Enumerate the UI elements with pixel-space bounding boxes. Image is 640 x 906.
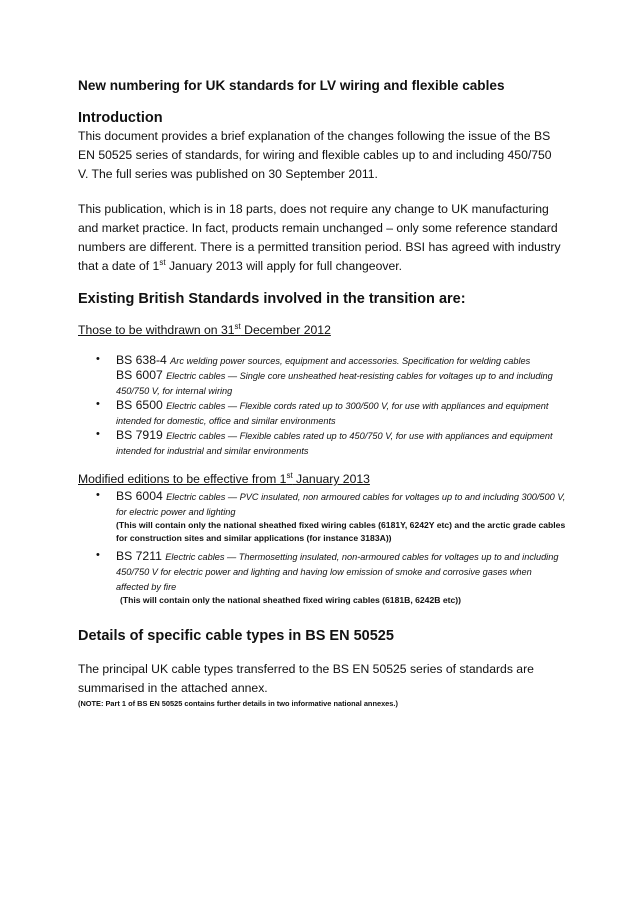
bullet-icon: •	[96, 398, 100, 410]
standard-description: Electric cables — Thermosetting insulated, non-armoured cables for voltages up to and including 450/750 V for electric power and lighting and having low emission of smoke and corrosive gases when affected by fire	[116, 552, 559, 592]
paragraph-text-end: January 2013 will apply for full changeover.	[165, 259, 403, 273]
standard-note: (This will contain only the national sheathed fixed wiring cables (6181B, 6242B etc))	[120, 595, 461, 605]
list-item	[96, 428, 566, 458]
list-item	[96, 398, 566, 428]
standard-description: Electric cables — Single core unsheathed heat-resisting cables for voltages up to and including 450/750 V, for internal wiring	[116, 371, 553, 396]
subheading-text-end: December 2012	[240, 323, 331, 337]
subheading-text: Those to be withdrawn on 31	[78, 323, 235, 337]
modified-subheading	[78, 472, 370, 486]
standard-description: Electric cables — Flexible cords rated up to 300/500 V, for use with appliances and equipment intended for domestic, office and similar environments	[116, 401, 549, 426]
details-note: (NOTE: Part 1 of BS EN 50525 contains further details in two informative national annexes.)	[78, 699, 398, 708]
bullet-icon: •	[96, 353, 100, 365]
withdrawn-subheading	[78, 323, 331, 337]
list-item	[96, 489, 566, 545]
standard-note: (This will contain only the national sheathed fixed wiring cables (6181Y, 6242Y etc) and the arctic grade cables for construction sites and similar applications (for instance 3183A))	[116, 520, 566, 543]
paragraph-text: This publication, which is in 18 parts, does not require any change to UK manufacturing and market practice. In fact, products remain unchanged – only some reference standard numbers are different. There is a permitted transition period. BSI has agreed with industry that a date of 1	[78, 202, 561, 273]
standard-number: BS 6007	[116, 368, 163, 382]
bullet-icon: •	[96, 549, 100, 561]
bullet-icon: •	[96, 428, 100, 440]
details-heading: Details of specific cable types in BS EN 50525	[78, 628, 394, 644]
standard-description: Electric cables — PVC insulated, non armoured cables for voltages up to and including 300/500 V, for electric power and lighting	[116, 492, 566, 517]
ordinal-suffix: st	[286, 471, 293, 480]
subheading-text: Modified editions to be effective from 1	[78, 472, 287, 486]
existing-standards-heading: Existing British Standards involved in the transition are:	[78, 291, 466, 307]
withdrawn-list	[96, 353, 566, 458]
introduction-paragraph-1: This document provides a brief explanation of the changes following the issue of the BS EN 50525 series of standards, for wiring and flexible cables up to and including 450/750 V. The full series was published on 30 September 2011.	[78, 129, 552, 181]
standard-number: BS 638-4	[116, 353, 167, 367]
standard-number: BS 6500	[116, 398, 163, 412]
details-paragraph: The principal UK cable types transferred to the BS EN 50525 series of standards are summarised in the attached annex.	[78, 662, 534, 695]
introduction-heading: Introduction	[78, 110, 163, 126]
modified-list	[96, 489, 566, 607]
standard-number: BS 7919	[116, 428, 163, 442]
bullet-icon: •	[96, 489, 100, 501]
subheading-text-end: January 2013	[292, 472, 370, 486]
list-item	[96, 549, 566, 607]
list-item	[96, 353, 566, 368]
standard-number: BS 7211	[116, 549, 162, 563]
standard-description: Arc welding power sources, equipment and accessories. Specification for welding cables	[170, 356, 531, 366]
document-title: New numbering for UK standards for LV wiring and flexible cables	[78, 78, 505, 93]
standard-number: BS 6004	[116, 489, 163, 503]
ordinal-suffix: st	[234, 322, 241, 331]
list-item	[96, 368, 566, 398]
ordinal-suffix: st	[159, 258, 166, 267]
introduction-paragraph-2	[78, 200, 564, 276]
standard-description: Electric cables — Flexible cables rated up to 450/750 V, for use with appliances and equipment intended for industrial and similar environments	[116, 431, 553, 456]
